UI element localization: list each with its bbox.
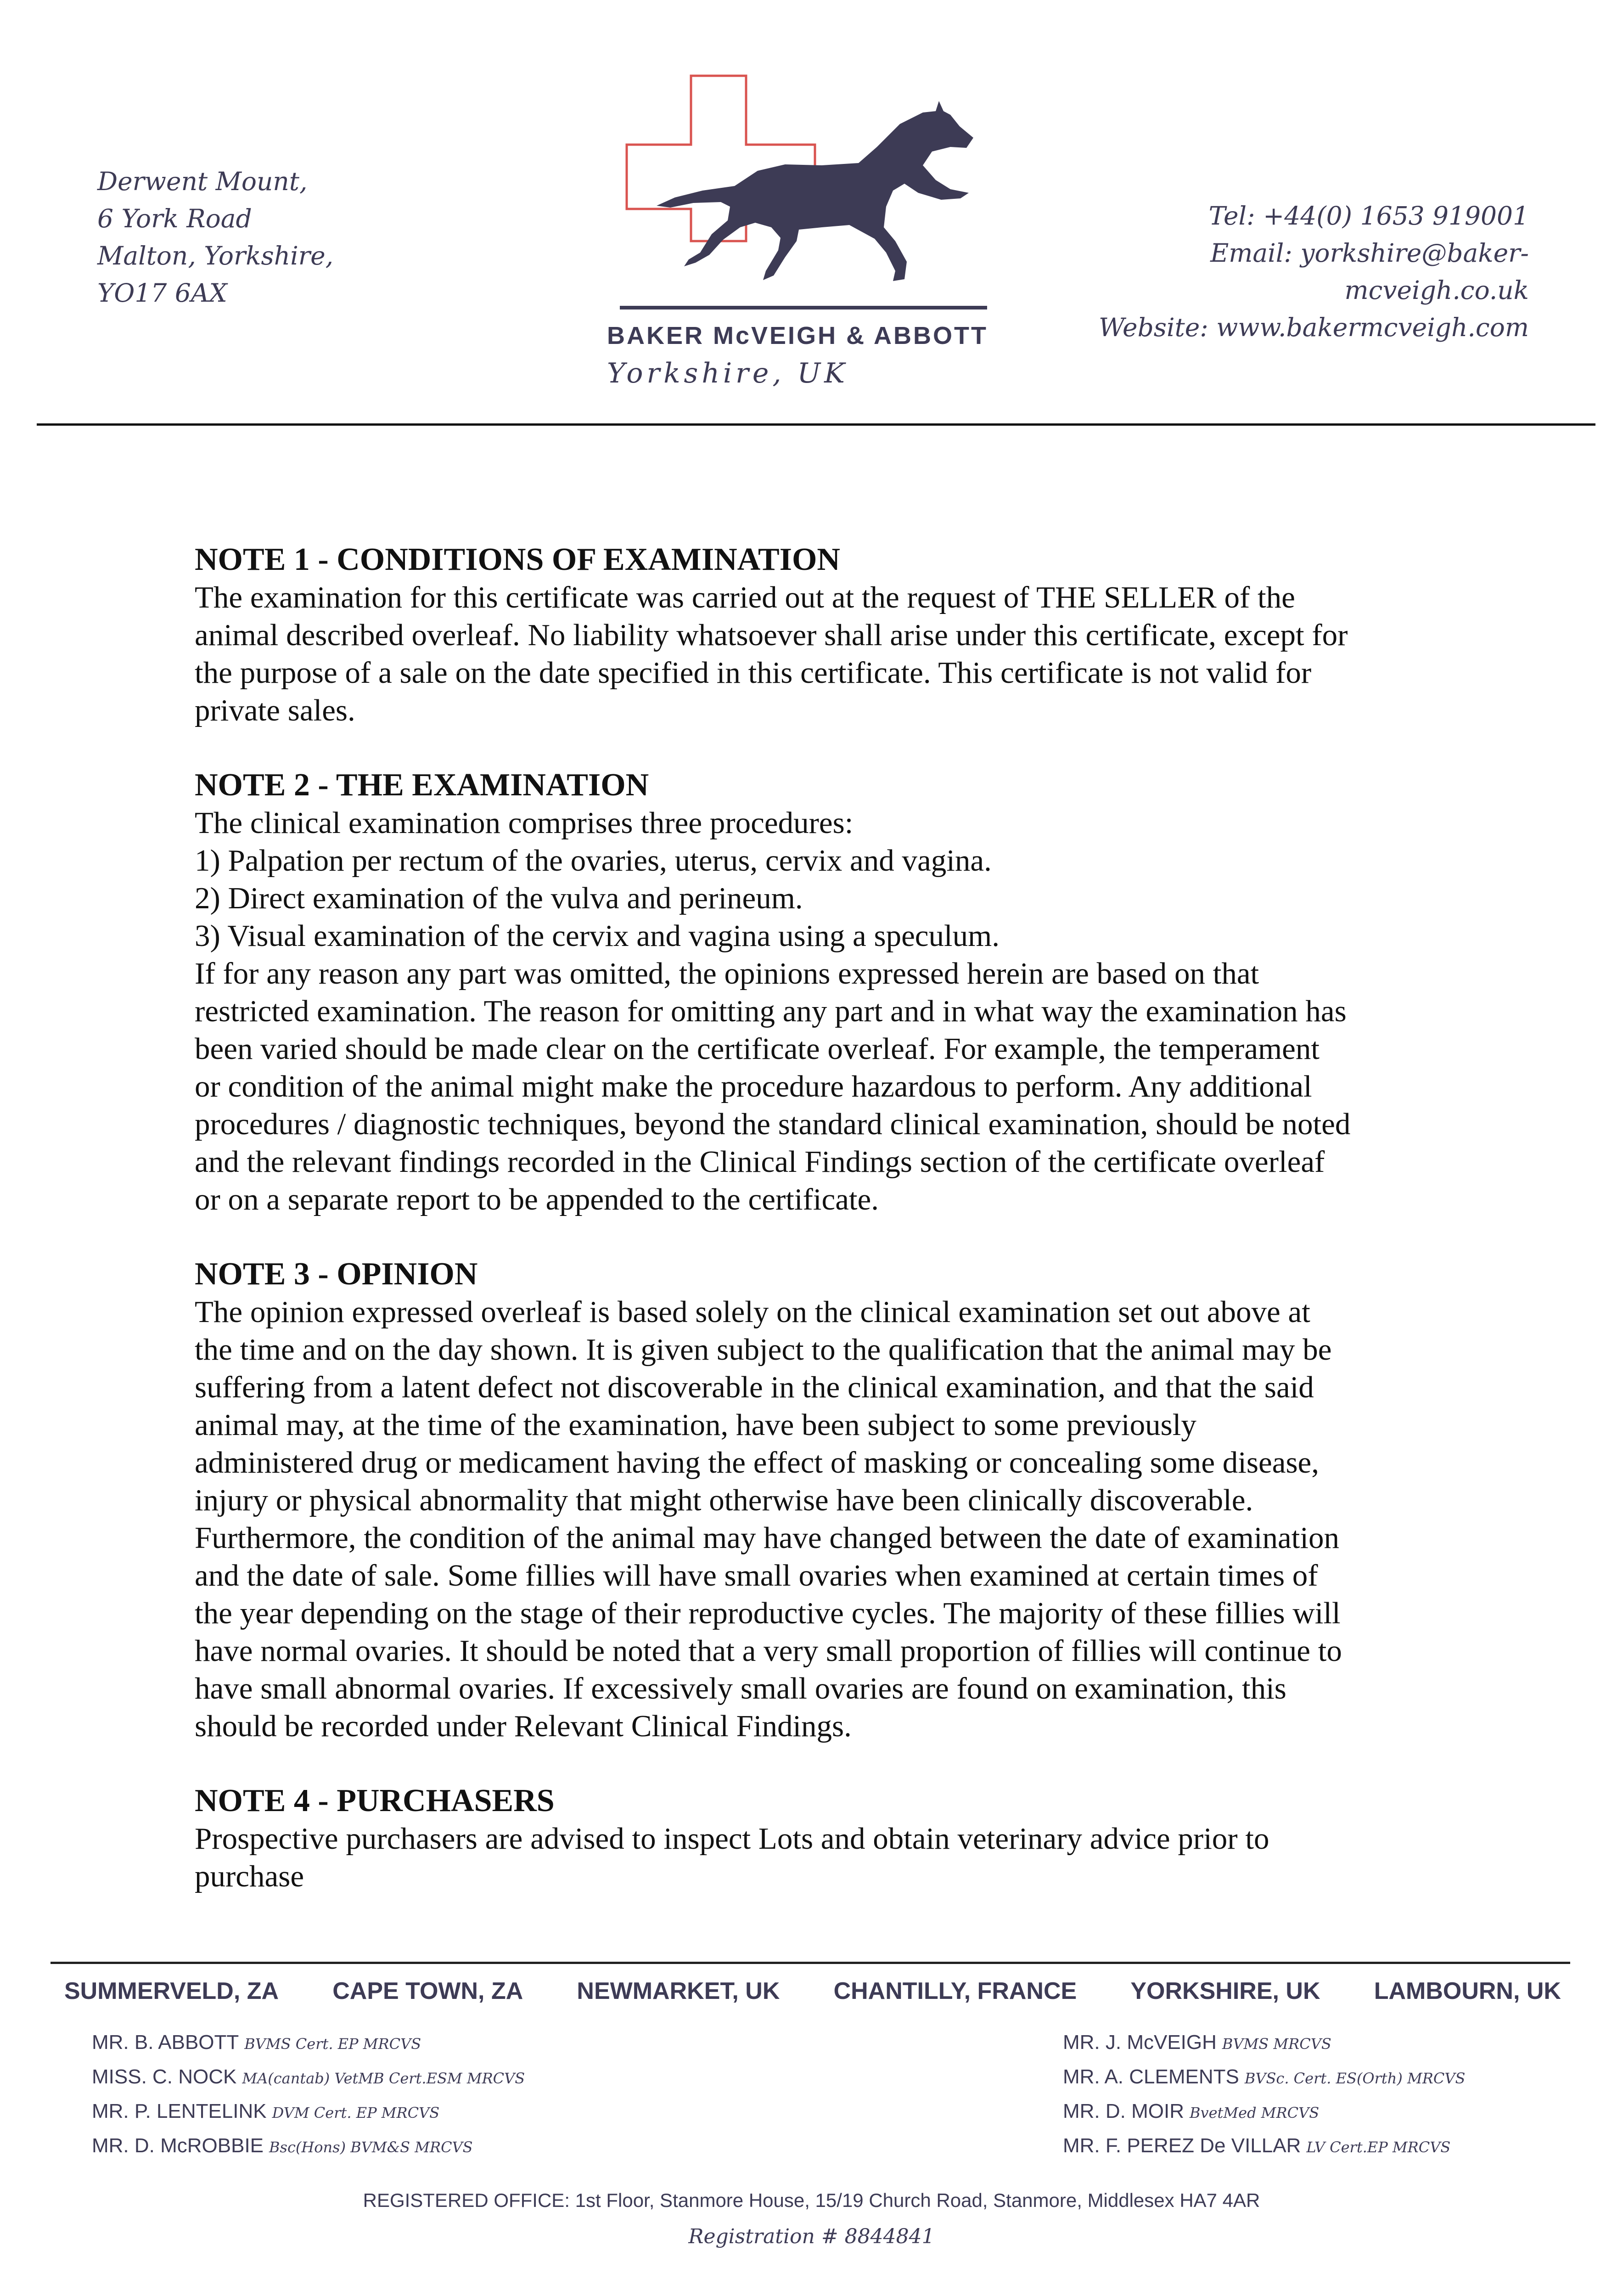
note-line: private sales. xyxy=(195,693,355,727)
note-line: Prospective purchasers are advised to inspect Lots and obtain veterinary advice prior to xyxy=(195,1822,1269,1856)
note-line: or on a separate report to be appended to the certificate. xyxy=(195,1182,879,1216)
vet-entry xyxy=(1063,2094,1465,2128)
contact-block xyxy=(1028,197,1529,346)
note-opinion xyxy=(195,1255,1476,1745)
vet-entry xyxy=(1063,2060,1465,2094)
office-locations xyxy=(64,1975,1561,2008)
note-line: 3) Visual examination of the cervix and vagina using a speculum. xyxy=(195,919,1000,953)
note-line: suffering from a latent defect not discoverable in the clinical examination, and that the said xyxy=(195,1370,1314,1404)
vets-list-left xyxy=(92,2025,525,2163)
note-line: The examination for this certificate was carried out at the request of THE SELLER of the xyxy=(195,580,1295,614)
vet-entry xyxy=(92,2128,525,2163)
contact-email[interactable]: Email: yorkshire@baker-mcveigh.co.uk xyxy=(1210,238,1529,305)
note-line: If for any reason any part was omitted, the opinions expressed herein are based on that xyxy=(195,957,1259,990)
vet-name: MR. J. McVEIGH xyxy=(1063,2031,1217,2054)
note-line: purchase xyxy=(195,1859,304,1893)
address-block xyxy=(97,163,446,312)
note-line: should be recorded under Relevant Clinical Findings. xyxy=(195,1709,852,1743)
office-location: YORKSHIRE, UK xyxy=(1130,1978,1320,2004)
note-heading: NOTE 3 - OPINION xyxy=(195,1256,478,1292)
note-line: 2) Direct examination of the vulva and perineum. xyxy=(195,881,803,915)
note-line: animal may, at the time of the examination, have been subject to some previously xyxy=(195,1408,1196,1442)
note-line: and the date of sale. Some fillies will have small ovaries when examined at certain times of xyxy=(195,1559,1318,1593)
office-location: LAMBOURN, UK xyxy=(1374,1978,1561,2004)
company-logo xyxy=(620,69,987,317)
note-line: administered drug or medicament having the effect of masking or concealing some disease, xyxy=(195,1446,1320,1480)
brand-location: Yorkshire, UK xyxy=(607,357,848,389)
note-line: have small abnormal ovaries. If excessively small ovaries are found on examination, this xyxy=(195,1671,1286,1705)
vets-list-right xyxy=(1063,2025,1465,2163)
note-purchasers xyxy=(195,1782,1476,1895)
note-line: have normal ovaries. It should be noted that a very small proportion of fillies will continue to xyxy=(195,1634,1342,1668)
note-line: restricted examination. The reason for omitting any part and in what way the examination has xyxy=(195,994,1347,1028)
note-heading: NOTE 4 - PURCHASERS xyxy=(195,1783,555,1818)
note-examination xyxy=(195,766,1476,1218)
address-line: Derwent Mount, xyxy=(97,167,308,196)
note-line: and the relevant findings recorded in the Clinical Findings section of the certificate overleaf xyxy=(195,1145,1325,1179)
header-divider xyxy=(37,423,1595,426)
office-location: SUMMERVELD, ZA xyxy=(64,1978,279,2004)
vet-name: MR. F. PEREZ De VILLAR xyxy=(1063,2134,1301,2157)
vet-qualifications: MA(cantab) VetMB Cert.ESM MRCVS xyxy=(242,2070,525,2087)
vet-name: MISS. C. NOCK xyxy=(92,2065,237,2088)
vet-entry xyxy=(1063,2025,1465,2060)
address-line: 6 York Road xyxy=(97,204,252,233)
vet-name: MR. B. ABBOTT xyxy=(92,2031,239,2054)
footer-divider xyxy=(51,1962,1570,1964)
note-line: procedures / diagnostic techniques, beyond the standard clinical examination, should be noted xyxy=(195,1107,1351,1141)
note-conditions xyxy=(195,541,1476,729)
vet-name: MR. D. McROBBIE xyxy=(92,2134,264,2157)
note-line: injury or physical abnormality that might otherwise have been clinically discoverable. xyxy=(195,1483,1253,1517)
vet-name: MR. D. MOIR xyxy=(1063,2100,1184,2122)
vet-entry xyxy=(92,2060,525,2094)
vet-qualifications: BVSc. Cert. ES(Orth) MRCVS xyxy=(1244,2070,1466,2087)
vet-entry xyxy=(92,2025,525,2060)
vet-entry xyxy=(92,2094,525,2128)
note-line: the purpose of a sale on the date specified in this certificate. This certificate is not valid for xyxy=(195,656,1312,690)
note-line: or condition of the animal might make the procedure hazardous to perform. Any additional xyxy=(195,1069,1312,1103)
contact-phone: Tel: +44(0) 1653 919001 xyxy=(1208,201,1529,231)
note-line: the time and on the day shown. It is given subject to the qualification that the animal may be xyxy=(195,1333,1332,1367)
vet-qualifications: LV Cert.EP MRCVS xyxy=(1306,2138,1451,2156)
horse-icon xyxy=(657,101,973,281)
vet-qualifications: DVM Cert. EP MRCVS xyxy=(272,2104,440,2122)
vet-name: MR. A. CLEMENTS xyxy=(1063,2065,1239,2088)
address-line: YO17 6AX xyxy=(97,278,227,308)
vet-entry xyxy=(1063,2128,1465,2163)
office-location: CHANTILLY, FRANCE xyxy=(833,1978,1077,2004)
note-line: The clinical examination comprises three procedures: xyxy=(195,806,854,840)
address-line: Malton, Yorkshire, xyxy=(97,241,334,270)
vet-name: MR. P. LENTELINK xyxy=(92,2100,267,2122)
registration-number: Registration # 8844841 xyxy=(688,2225,935,2248)
note-line: The opinion expressed overleaf is based solely on the clinical examination set out above at xyxy=(195,1295,1310,1329)
note-heading: NOTE 1 - CONDITIONS OF EXAMINATION xyxy=(195,542,840,577)
contact-website[interactable]: Website: www.bakermcveigh.com xyxy=(1099,313,1529,342)
note-line: 1) Palpation per rectum of the ovaries, uterus, cervix and vagina. xyxy=(195,844,992,878)
brand-name: BAKER McVEIGH & ABBOTT xyxy=(607,322,988,349)
registered-office: REGISTERED OFFICE: 1st Floor, Stanmore House, 15/19 Church Road, Stanmore, Middlesex HA7 4AR xyxy=(363,2189,1260,2211)
office-location: CAPE TOWN, ZA xyxy=(332,1978,523,2004)
note-heading: NOTE 2 - THE EXAMINATION xyxy=(195,767,649,803)
note-line: been varied should be made clear on the certificate overleaf. For example, the temperament xyxy=(195,1032,1320,1066)
office-location: NEWMARKET, UK xyxy=(577,1978,780,2004)
vet-qualifications: BVMS MRCVS xyxy=(1222,2035,1331,2053)
vet-qualifications: Bsc(Hons) BVM&S MRCVS xyxy=(269,2138,473,2156)
note-line: Furthermore, the condition of the animal may have changed between the date of examination xyxy=(195,1521,1340,1555)
notes-section xyxy=(195,541,1476,1932)
vet-qualifications: BVMS Cert. EP MRCVS xyxy=(244,2035,421,2053)
vet-qualifications: BvetMed MRCVS xyxy=(1189,2104,1320,2122)
note-line: the year depending on the stage of their reproductive cycles. The majority of these fillies will xyxy=(195,1596,1341,1630)
note-line: animal described overleaf. No liability whatsoever shall arise under this certificate, except for xyxy=(195,618,1348,652)
